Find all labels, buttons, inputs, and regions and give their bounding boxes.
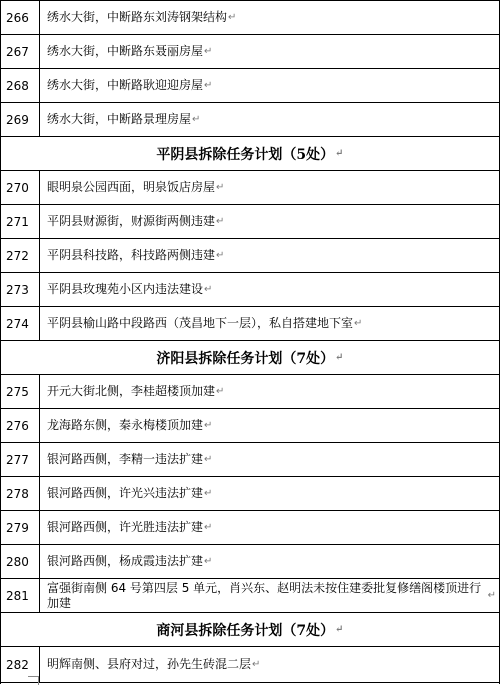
table-row xyxy=(0,647,500,683)
row-description xyxy=(41,511,500,544)
table-row xyxy=(0,35,500,69)
description-text: 平阴县榆山路中段路西（茂昌地下一层），私自搭建地下室 xyxy=(47,316,354,330)
row-number: 271 xyxy=(0,205,40,238)
section-header-row xyxy=(0,613,500,647)
section-title xyxy=(0,341,500,374)
section-title-text: 商河县拆除任务计划（7处） xyxy=(156,622,335,639)
row-number: 269 xyxy=(0,103,40,136)
row-description xyxy=(41,239,500,272)
description-text: 平阴县科技路，科技路两侧违建 xyxy=(47,248,216,262)
table-row xyxy=(0,239,500,273)
description-text: 银河路西侧，许光兴违法扩建 xyxy=(47,486,204,500)
table-row xyxy=(0,477,500,511)
section-title xyxy=(0,613,500,646)
row-number: 268 xyxy=(0,69,40,102)
paragraph-mark: ↵ xyxy=(204,522,213,533)
paragraph-mark: ↵ xyxy=(354,318,363,329)
row-description xyxy=(41,205,500,238)
row-description xyxy=(41,273,500,306)
row-description xyxy=(41,69,500,102)
row-number: 267 xyxy=(0,35,40,68)
row-number: 277 xyxy=(0,443,40,476)
table-row xyxy=(0,0,500,35)
description-text: 平阴县财源街，财源街两侧违建 xyxy=(47,214,216,228)
section-title xyxy=(0,137,500,170)
paragraph-mark: ↵ xyxy=(204,46,213,57)
paragraph-mark: ↵ xyxy=(204,556,213,567)
paragraph-mark: ↵ xyxy=(487,590,496,601)
description-text: 开元大街北侧，李桂超楼顶加建 xyxy=(47,384,216,398)
table-row xyxy=(0,375,500,409)
paragraph-mark: ↵ xyxy=(228,12,237,23)
row-description xyxy=(41,1,500,34)
section-header-row xyxy=(0,137,500,171)
row-number: 278 xyxy=(0,477,40,510)
table-row xyxy=(0,171,500,205)
row-number: 275 xyxy=(0,375,40,408)
description-text: 绣水大街，中断路东聂丽房屋 xyxy=(47,44,204,58)
row-number: 270 xyxy=(0,171,40,204)
row-description xyxy=(41,35,500,68)
paragraph-mark: ↵ xyxy=(204,80,213,91)
description-text: 绣水大街，中断路耿迎迎房屋 xyxy=(47,78,204,92)
section-title-text: 济阳县拆除任务计划（7处） xyxy=(156,350,335,367)
paragraph-mark: ↵ xyxy=(216,182,225,193)
table-row xyxy=(0,307,500,341)
section-header-row xyxy=(0,341,500,375)
row-number: 274 xyxy=(0,307,40,340)
row-description xyxy=(41,171,500,204)
row-number: 279 xyxy=(0,511,40,544)
paragraph-mark: ↵ xyxy=(216,386,225,397)
description-text: 银河路西侧，杨成霞违法扩建 xyxy=(47,554,204,568)
row-number: 282 xyxy=(0,647,40,682)
row-number: 276 xyxy=(0,409,40,442)
description-text: 绣水大街，中断路景理房屋 xyxy=(47,112,192,126)
row-number: 266 xyxy=(0,1,40,34)
paragraph-mark: ↵ xyxy=(216,250,225,261)
row-number: 272 xyxy=(0,239,40,272)
row-description xyxy=(41,443,500,476)
table-row xyxy=(0,273,500,307)
row-description xyxy=(41,409,500,442)
paragraph-mark: ↵ xyxy=(335,624,344,635)
description-text: 眼明泉公园西面，明泉饭店房屋 xyxy=(47,180,216,194)
row-number: 280 xyxy=(0,545,40,578)
paragraph-mark: ↵ xyxy=(216,216,225,227)
description-text: 明辉南侧、县府对过，孙先生砖混二层 xyxy=(47,657,252,671)
row-description xyxy=(41,375,500,408)
paragraph-mark: ↵ xyxy=(335,148,344,159)
description-text: 平阴县玫瑰苑小区内违法建设 xyxy=(47,282,204,296)
table-row xyxy=(0,409,500,443)
section-title-text: 平阴县拆除任务计划（5处） xyxy=(156,146,335,163)
row-description xyxy=(41,545,500,578)
description-text: 银河路西侧，许光胜违法扩建 xyxy=(47,520,204,534)
row-description xyxy=(41,647,500,682)
table-row xyxy=(0,443,500,477)
paragraph-mark: ↵ xyxy=(204,488,213,499)
table-row xyxy=(0,579,500,613)
description-text: 银河路西侧，李精一违法扩建 xyxy=(47,452,204,466)
row-description xyxy=(41,579,500,612)
row-number: 273 xyxy=(0,273,40,306)
description-text: 龙海路东侧，秦永梅楼顶加建 xyxy=(47,418,204,432)
table-row xyxy=(0,511,500,545)
table-row xyxy=(0,205,500,239)
paragraph-mark: ↵ xyxy=(204,284,213,295)
paragraph-mark: ↵ xyxy=(204,454,213,465)
paragraph-mark: ↵ xyxy=(192,114,201,125)
paragraph-mark: ↵ xyxy=(335,352,344,363)
row-description xyxy=(41,103,500,136)
paragraph-mark: ↵ xyxy=(252,659,261,670)
table-row xyxy=(0,103,500,137)
table-row xyxy=(0,69,500,103)
row-number: 281 xyxy=(0,579,40,612)
description-text: 绣水大街，中断路东刘涛钢架结构 xyxy=(47,10,228,24)
description-text: 富强街南侧 64 号第四层 5 单元，肖兴东、赵明法未按住建委批复修缮阁楼顶进行加建 xyxy=(47,580,482,610)
row-description xyxy=(41,307,500,340)
table-row xyxy=(0,545,500,579)
row-description xyxy=(41,477,500,510)
paragraph-mark: ↵ xyxy=(204,420,213,431)
